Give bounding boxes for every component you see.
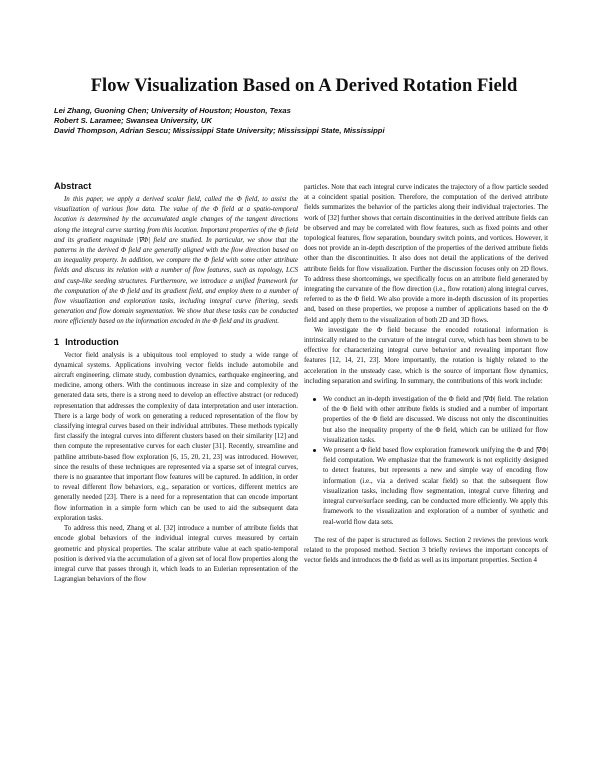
bullet-icon xyxy=(313,449,316,452)
bullet-icon xyxy=(313,398,316,401)
list-item xyxy=(304,394,548,445)
author-line: Robert S. Laramee; Swansea University, UK xyxy=(54,116,212,126)
section-title: Introduction xyxy=(65,336,119,347)
abstract-text: In this paper, we apply a derived scalar field, called the Φ field, to assist the visualization of various flow data. The value of the Φ field at a spatio-temporal location is determined by the accumulated angle changes of the tangent directions along the integral curve starting from this location. Important properties of the Φ field and its gradient magnitude |∇Φ| field are studied. In particular, we show that the patterns in the derived Φ field are generally aligned with the flow direction based on an inequality property. In addition, we compare the Φ field with some other attribute fields and discuss its relation with a number of flow features, such as topology, LCS and cusp-like seeding structures. Furthermore, we introduce a unified framework for the computation of the Φ field and its gradient field, and employ them to a number of flow visualization and exploration tasks, including integral curve filtering, seeds generation and flow domain segmentation. We show that these tasks can be conducted more efficiently based on the information encoded in the Φ field and its gradient. xyxy=(54,195,298,326)
introduction-heading xyxy=(54,336,298,348)
intro-paragraph: Vector field analysis is a ubiquitous tool employed to study a wide range of dynamical systems. Applications involving vector fields include automobile and aircraft engineering, climate study, combustion dynamics, earthquake engineering, and medicine, among others. With the continuous increase in size and complexity of the generated data sets, there is a strong need to develop an effective abstract (or reduced) representation that addresses the complexity of data interpretation and user interaction. There is a large body of work on generating a reduced representation of the flow by classifying integral curves based on their individual attributes. These methods typically first classify the integral curves into different clusters based on their similarity [12] and then compute the representative curves for each cluster [31]. Recently, streamline and pathline attribute-based flow exploration [6, 15, 20, 21, 23] was introduced. However, since the results of these techniques are represented via a sparse set of integral curves, there is no guarantee that important flow features will be captured. In addition, in order to reveal different flow behaviors, e.g., separation or vortices, different metrics are generally needed [23]. There is a need for a representation that can encode important flow information in a simple form which can be used to aid the subsequent data exploration tasks. xyxy=(54,350,298,522)
author-line: David Thompson, Adrian Sescu; Mississippi State University; Mississippi State, Mississippi xyxy=(54,126,385,136)
author-line: Lei Zhang, Guoning Chen; University of Houston; Houston, Texas xyxy=(54,106,291,115)
abstract-heading: Abstract xyxy=(54,181,92,191)
section-number: 1 xyxy=(54,336,60,347)
right-column xyxy=(304,182,548,565)
contributions-list xyxy=(304,394,548,527)
body-paragraph: The rest of the paper is structured as follows. Section 2 reviews the previous work related to the proposed method. Section 3 briefly reviews the important concepts of vector fields and introduces the Φ field as well as its important properties. Section 4 xyxy=(304,535,548,565)
list-item xyxy=(304,445,548,527)
list-item-text: We present a Φ field based flow exploration framework unifying the Φ and |∇Φ| field computation. We emphasize that the framework is not explicitly designed to detect features, but represents a new and simple way of encoding flow information (i.e., via a derived scalar field) so that the subsequent flow visualization tasks, including flow segmentation, integral curve filtering and integral curve/surface seeding, can be conducted more efficiently. We apply this framework to the visualization and exploration of a number of synthetic and real-world flow data sets. xyxy=(323,446,548,526)
author-block xyxy=(54,106,554,137)
paper-title: Flow Visualization Based on A Derived Rotation Field xyxy=(90,76,518,96)
body-paragraph: We investigate the Φ field because the encoded rotational information is intrinsically related to the curvature of the integral curve, which has been shown to be effective for characterizing integral curve behavior and revealing important flow features [12, 14, 21, 23]. More importantly, the rotation is highly related to the acceleration in the unsteady case, which is the source of important flow dynamics, including separation and swirling. In summary, the contributions of this work include: xyxy=(304,325,548,385)
body-paragraph: particles. Note that each integral curve indicates the trajectory of a flow particle seeded at a coincident spatial position. Therefore, the computation of the derived attribute fields summarizes the behavior of the particles along their individual trajectories. The work of [32] further shows that certain discontinuities in the derived attribute fields can be observed and may be correlated with flow features, such as fixed points and other topological features, flow separation, boundary switch points, and vortices. However, it does not provide an in-depth description of the properties of the derived attribute fields other than the discontinuities. It also does not detail the applications of the derived attribute fields for flow visualization. Further the discussion focuses only on 2D flows. To address these shortcomings, we specifically focus on an attribute field generated by integrating the curvature of the flow direction (i.e., flow rotation) along integral curves, referred to as the Φ field. We also provide a more in-depth discussion of its properties and, based on these properties, we propose a number of applications based on the Φ field and apply them to the visualization of both 2D and 3D flows. xyxy=(304,183,548,324)
intro-paragraph: To address this need, Zhang et al. [32] introduce a number of attribute fields that encode global behaviors of the individual integral curves measured by certain geometric and physical properties. The scalar attribute value at each spatio-temporal position is derived via the accumulation of a given set of local flow properties along the integral curve that passes through it, which leads to an Eulerian representation of the Lagrangian behaviors of the flow xyxy=(54,524,298,584)
list-item-text: We conduct an in-depth investigation of the Φ field and |∇Φ| field. The relation of the Φ field with other attribute fields is studied and a number of important properties of the Φ field are discussed. We discuss not only the discontinuities but also the inequality property of the Φ field, which can be utilized for flow visualization tasks. xyxy=(323,395,548,444)
left-column xyxy=(54,180,298,584)
